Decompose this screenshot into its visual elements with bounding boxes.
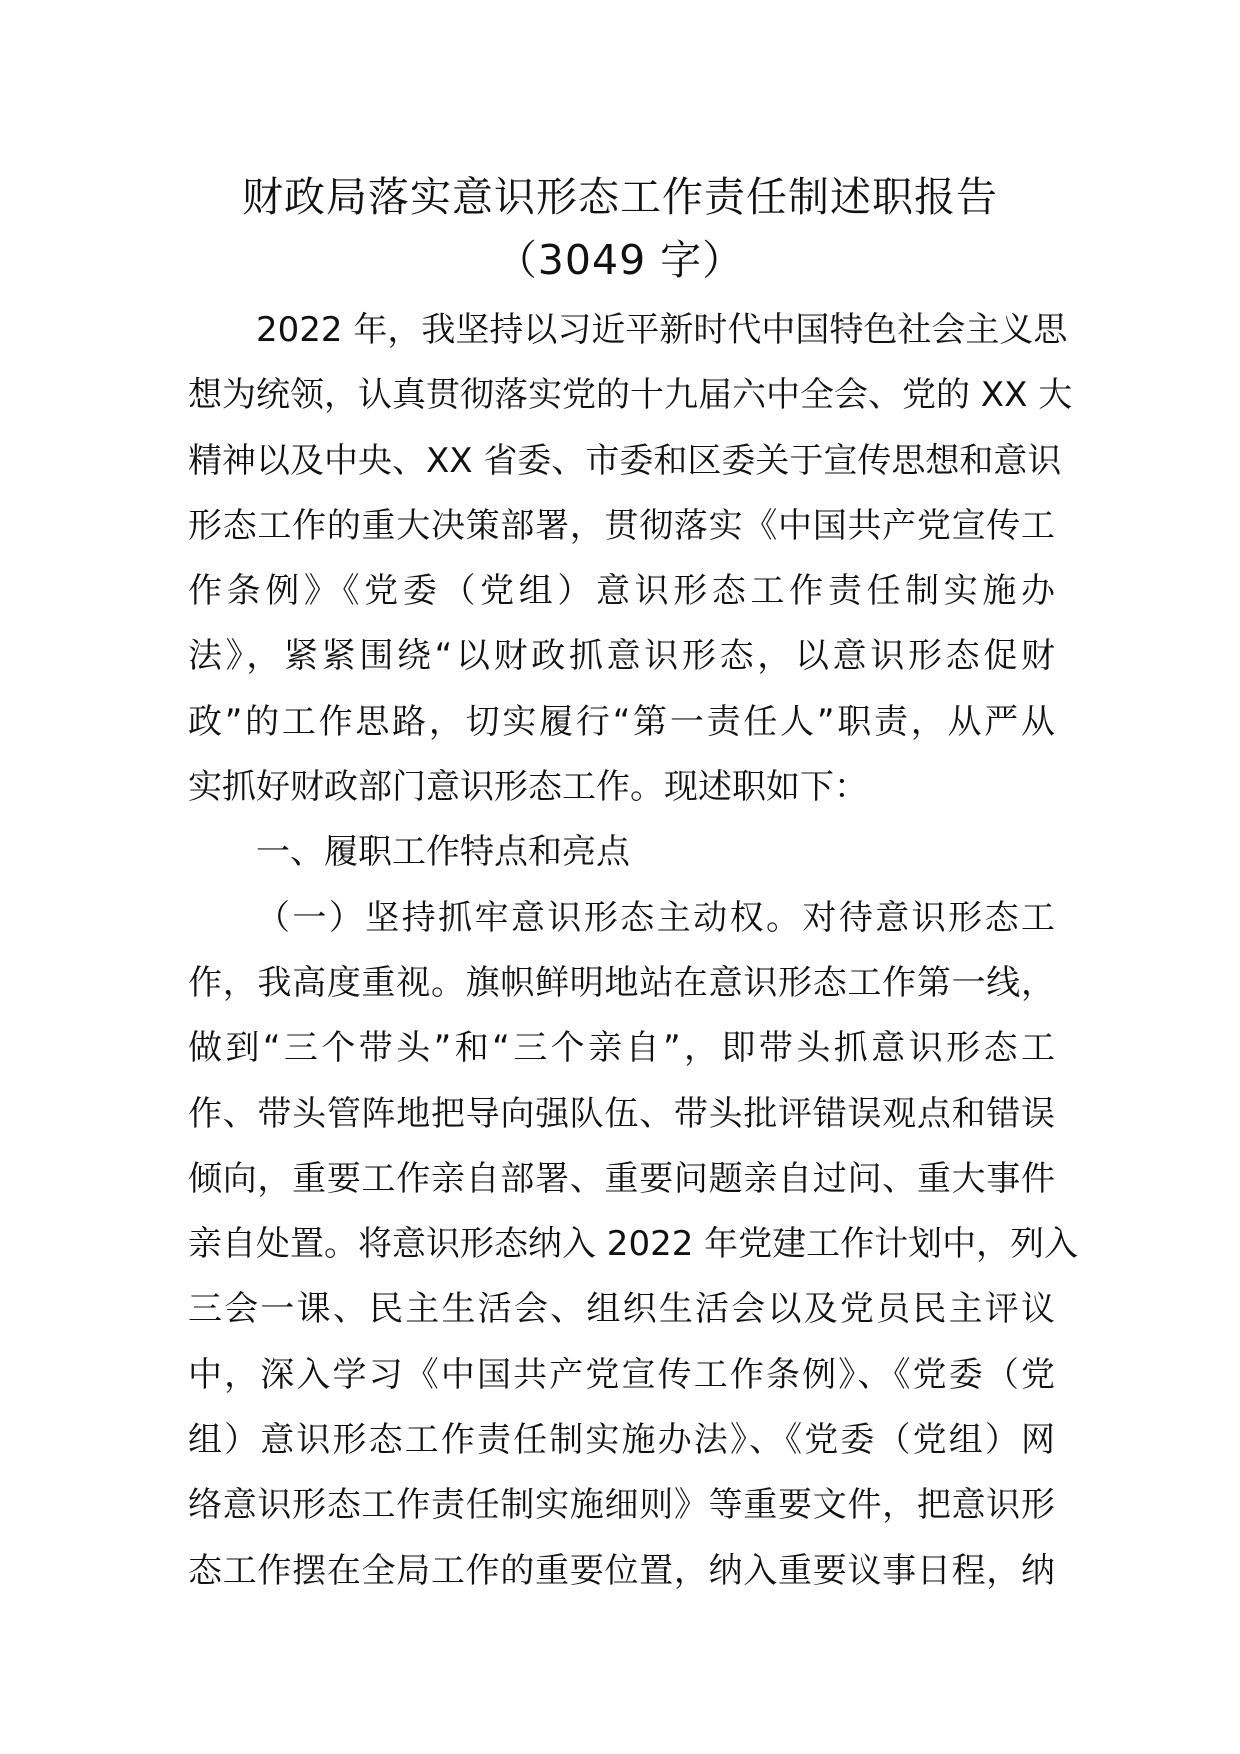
body-line: 2022 年，我坚持以习近平新时代中国特色社会主义思 xyxy=(256,310,1068,350)
body-line: 作、带头管阵地把导向强队伍、带头批评错误观点和错误 xyxy=(188,1093,1055,1134)
document-body xyxy=(188,298,1079,1604)
body-line: 想为统领，认真贯彻落实党的十九届六中全会、党的 XX 大 xyxy=(188,375,1073,416)
body-line: 精神以及中央、XX 省委、市委和区委关于宣传思想和意识 xyxy=(188,440,1062,481)
body-line: 亲自处置。将意识形态纳入 2022 年党建工作计划中，列入 xyxy=(188,1224,1079,1265)
body-line: 法》，紧紧围绕“以财政抓意识形态，以意识形态促财 xyxy=(188,636,1055,677)
body-line: 实抓好财政部门意识形态工作。现述职如下： xyxy=(188,767,868,808)
document-title: 财政局落实意识形态工作责任制述职报告 xyxy=(242,173,998,221)
body-line: 作，我高度重视。旗帜鲜明地站在意识形态工作第一线， xyxy=(188,962,1055,1003)
body-line: 中，深入学习《中国共产党宣传工作条例》、《党委（党 xyxy=(188,1354,1055,1395)
body-line: 形态工作的重大决策部署，贯彻落实《中国共产党宣传工 xyxy=(188,505,1055,546)
word-count-subtitle: （3049 字） xyxy=(495,236,745,284)
section-heading: 一、履职工作特点和亮点 xyxy=(256,832,630,873)
body-line: 络意识形态工作责任制实施细则》等重要文件，把意识形 xyxy=(188,1485,1055,1526)
body-line: 做到“三个带头”和“三个亲自”，即带头抓意识形态工 xyxy=(188,1028,1055,1069)
body-line: 政”的工作思路，切实履行“第一责任人”职责，从严从 xyxy=(188,701,1055,742)
body-line: （一）坚持抓牢意识形态主动权。对待意识形态工 xyxy=(256,897,1055,938)
body-line: 态工作摆在全局工作的重要位置，纳入重要议事日程，纳 xyxy=(188,1550,1055,1591)
body-line: 作条例》《党委（党组）意识形态工作责任制实施办 xyxy=(188,571,1055,612)
body-line: 三会一课、民主生活会、组织生活会以及党员民主评议 xyxy=(188,1289,1055,1330)
body-line: 组）意识形态工作责任制实施办法》、《党委（党组）网 xyxy=(188,1420,1055,1461)
body-line: 倾向，重要工作亲自部署、重要问题亲自过问、重大事件 xyxy=(188,1158,1055,1199)
